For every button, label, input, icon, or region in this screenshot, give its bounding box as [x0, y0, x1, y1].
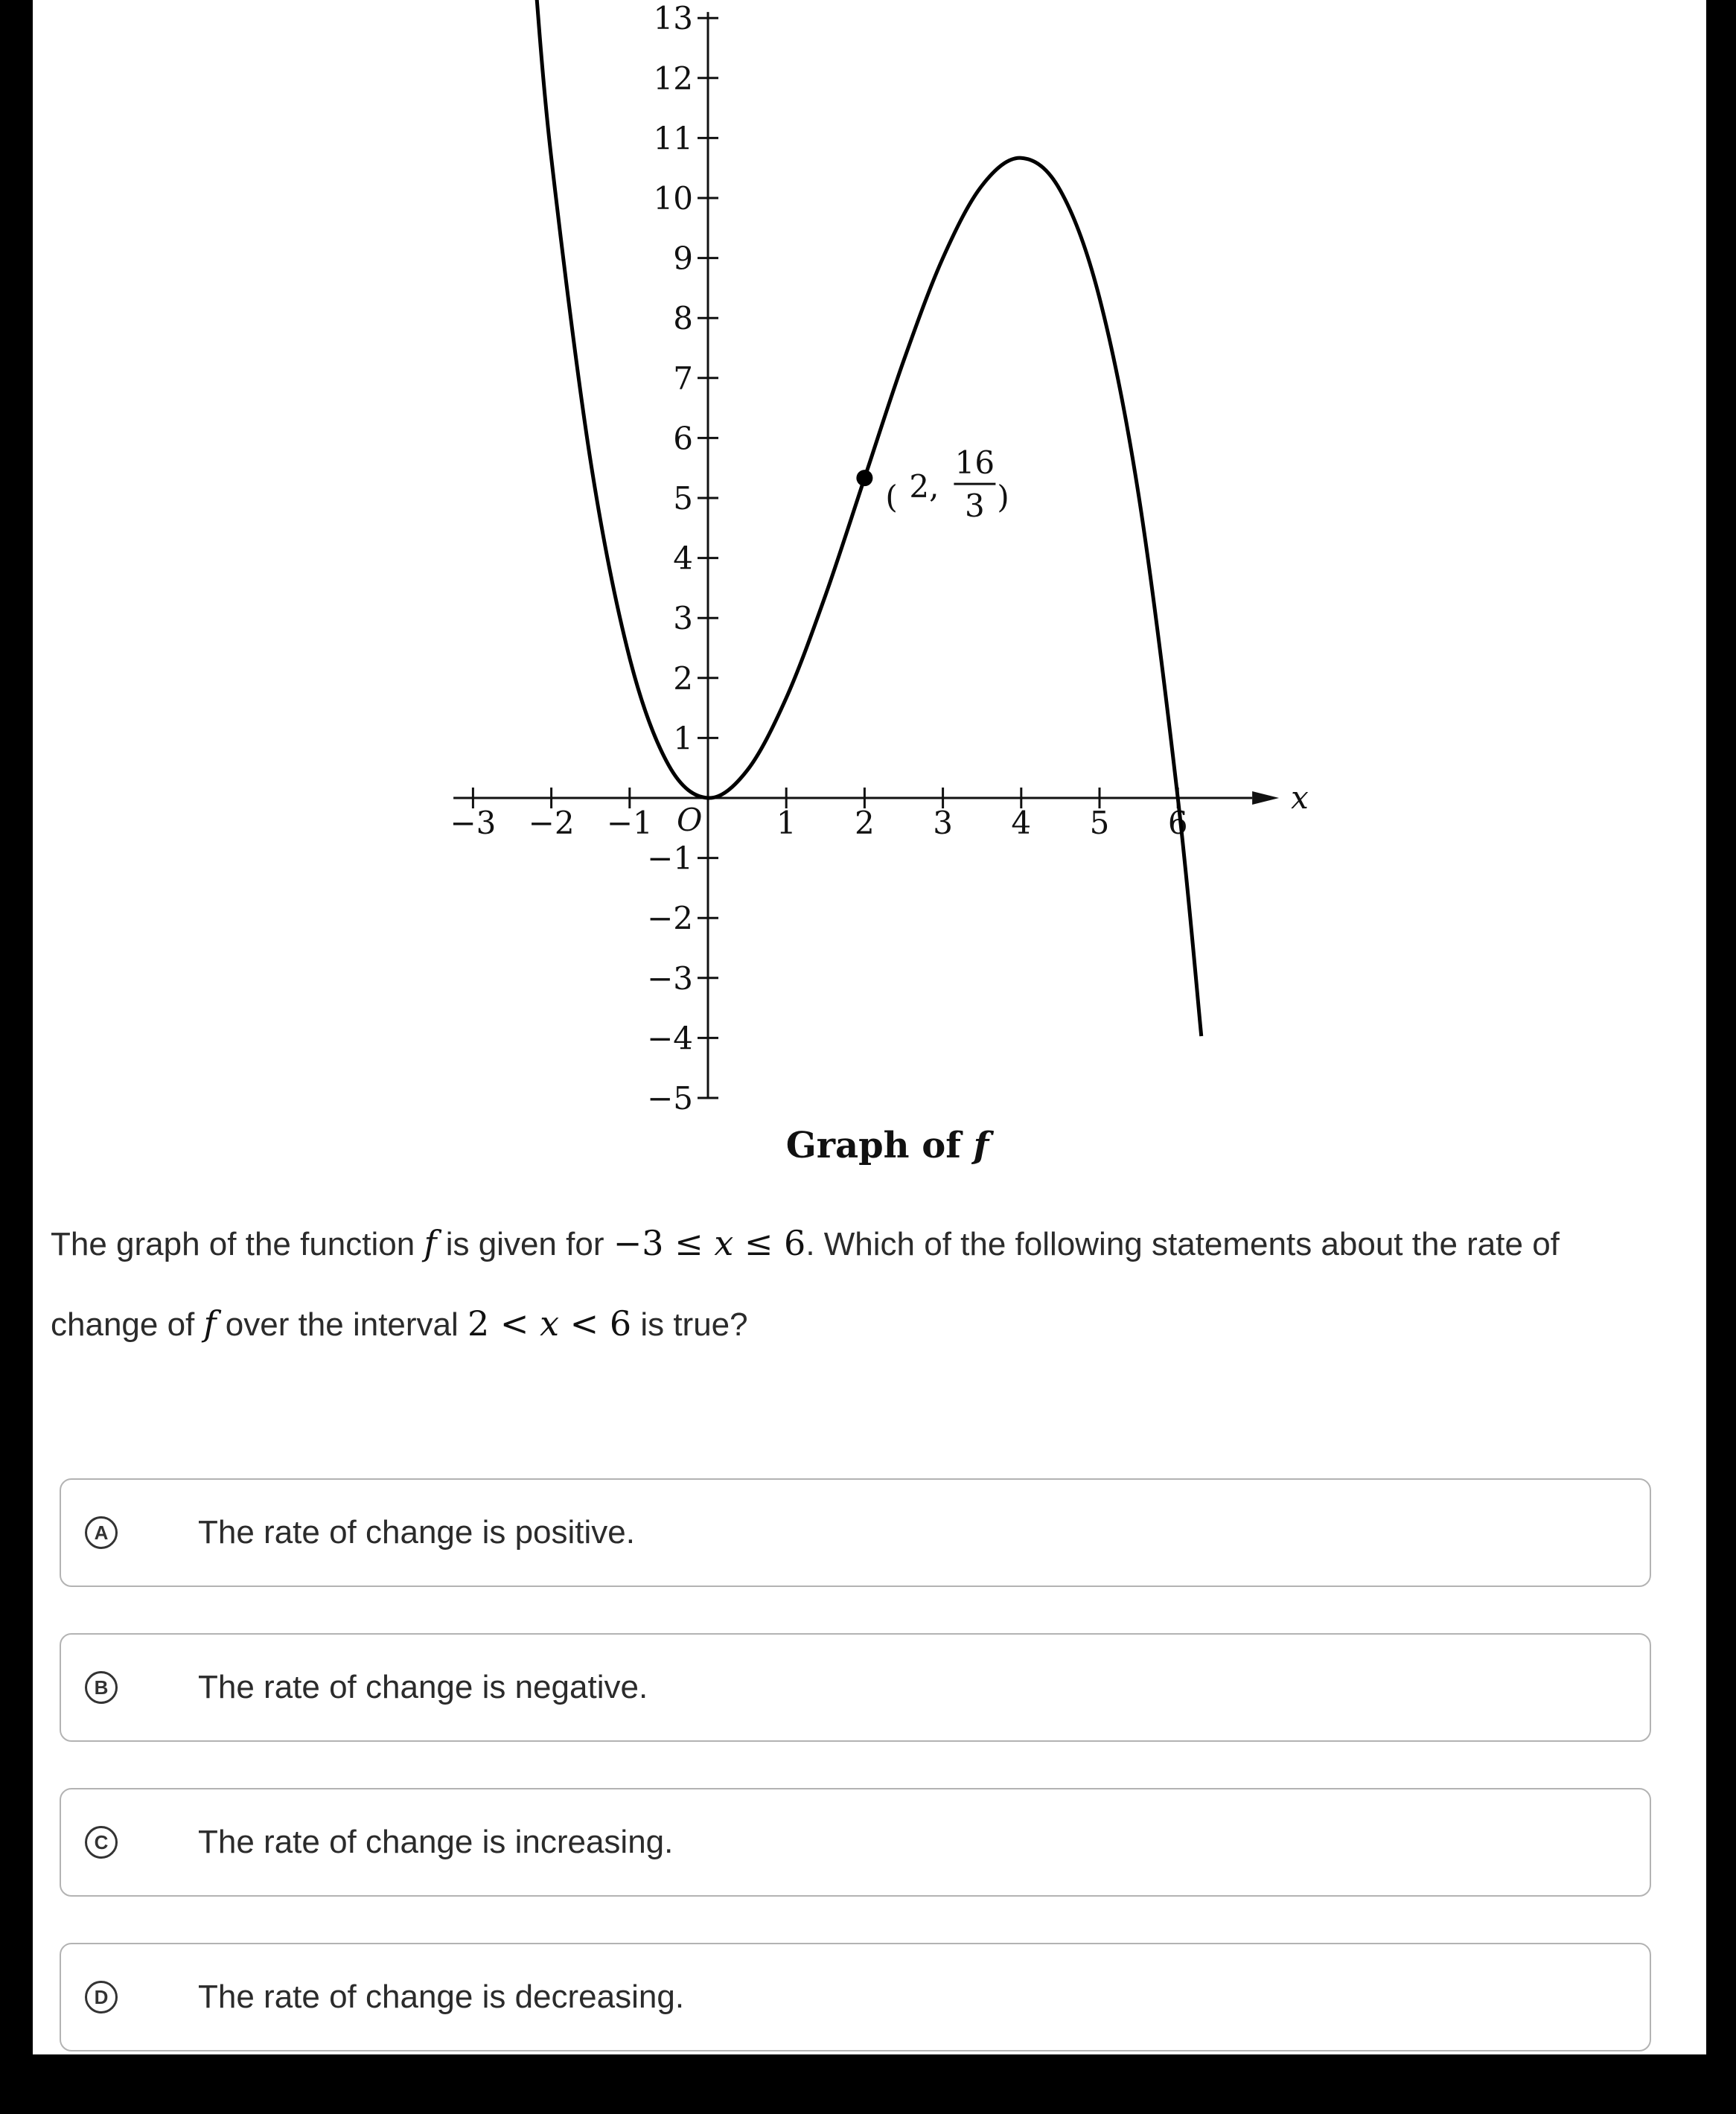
point-marker [856, 470, 872, 486]
y-tick-label: −2 [647, 900, 693, 937]
question-line-2: change of f over the interval 2 < x < 6 is true? [51, 1303, 748, 1344]
graph-caption: Graph of f [785, 1125, 989, 1166]
y-tick-label: 2 [673, 660, 693, 697]
option-letter-c: C [85, 1826, 118, 1859]
x-axis-arrowhead [1252, 791, 1279, 805]
option-letter-d: D [85, 1981, 118, 2014]
x-tick-label: −2 [528, 805, 575, 841]
y-tick-label: 4 [673, 540, 693, 577]
x-tick-label: 1 [776, 805, 797, 841]
function-curve [536, 0, 1202, 1036]
option-text-b: The rate of change is negative. [198, 1669, 648, 1705]
x-tick-label: 4 [1011, 805, 1032, 841]
x-tick-label: 2 [855, 805, 875, 841]
x-tick-label: −1 [606, 805, 653, 841]
y-tick-label: 3 [673, 600, 693, 637]
y-tick-label: 9 [673, 240, 693, 277]
option-c[interactable] [60, 1788, 1651, 1897]
y-tick-label: −5 [647, 1080, 693, 1117]
option-text-c: The rate of change is increasing. [198, 1824, 674, 1860]
option-b[interactable] [60, 1633, 1651, 1742]
origin-label: O [677, 802, 703, 838]
svg-text:(: ( [885, 479, 898, 516]
x-tick-label: 5 [1089, 805, 1110, 841]
x-axis-ticks [450, 788, 1187, 841]
point-label [885, 444, 1009, 524]
y-tick-label: −1 [647, 840, 693, 877]
y-tick-label: 7 [673, 360, 693, 397]
option-d[interactable] [60, 1943, 1651, 2051]
y-tick-label: 8 [673, 300, 693, 337]
option-letter-b: B [85, 1671, 118, 1704]
option-a[interactable] [60, 1478, 1651, 1587]
svg-text:): ) [997, 479, 1009, 516]
y-tick-label: 1 [673, 720, 693, 757]
y-tick-label: 12 [653, 60, 693, 97]
question-page [33, 0, 1706, 2054]
point-label-x: 2, [909, 468, 939, 505]
option-letter-a: A [85, 1516, 118, 1549]
function-graph [33, 0, 1706, 1176]
x-tick-label: −3 [450, 805, 497, 841]
option-text-d: The rate of change is decreasing. [198, 1979, 685, 2015]
x-tick-label: 3 [933, 805, 953, 841]
y-tick-label: 11 [653, 120, 693, 157]
x-tick-label: 6 [1167, 805, 1188, 841]
point-label-numerator: 16 [954, 444, 995, 482]
y-tick-label: 13 [653, 0, 693, 37]
y-tick-label: 10 [653, 180, 693, 217]
question-line-1: The graph of the function f is given for −3 ≤ x ≤ 6. Which of the following statements about the rate of [51, 1223, 1560, 1263]
y-tick-label: 5 [673, 480, 693, 517]
point-label-denominator: 3 [965, 488, 985, 525]
y-tick-label: 6 [673, 420, 693, 457]
x-axis-label: x [1291, 779, 1309, 816]
y-tick-label: −4 [647, 1020, 693, 1057]
y-tick-label: −3 [647, 959, 693, 997]
option-text-a: The rate of change is positive. [198, 1514, 635, 1551]
